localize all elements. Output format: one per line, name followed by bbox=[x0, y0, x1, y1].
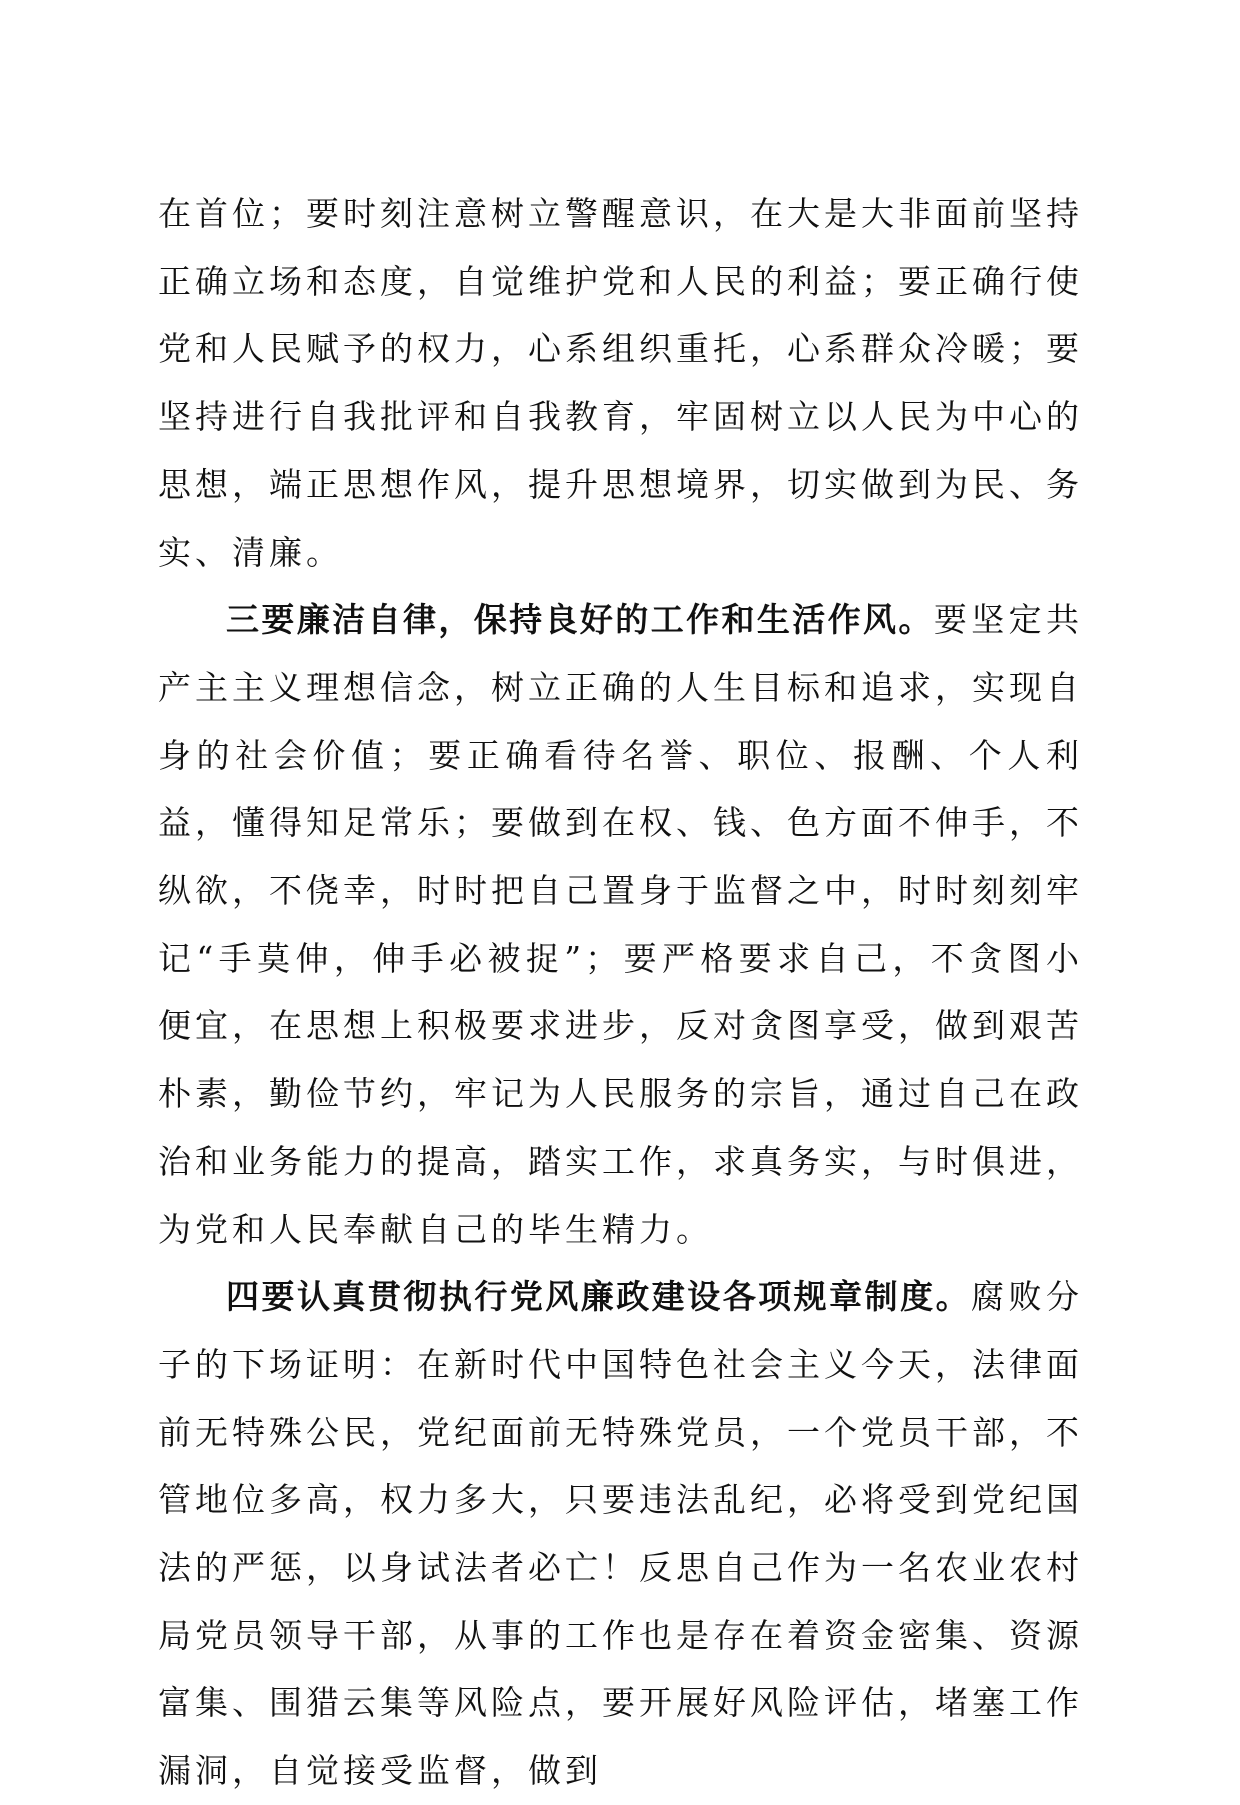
document-body bbox=[158, 180, 1083, 1805]
paragraph-point-four bbox=[158, 1263, 1083, 1805]
paragraph-text: 腐败分子的下场证明：在新时代中国特色社会主义今天，法律面前无特殊公民，党纪面前无特殊党员，一个党员干部，不管地位多高，权力多大，只要违法乱纪，必将受到党纪国法的严惩，以身试法者必亡！反思自己作为一名农业农村局党员领导干部，从事的工作也是存在着资金密集、资源富集、围猎云集等风险点，要开展好风险评估，堵塞工作漏洞，自觉接受监督，做到 bbox=[158, 1277, 1084, 1791]
paragraph-text: 要坚定共产主主义理想信念，树立正确的人生目标和追求，实现自身的社会价值；要正确看待名誉、职位、报酬、个人利益，懂得知足常乐；要做到在权、钱、色方面不伸手，不纵欲，不侥幸，时时把自己置身于监督之中，时时刻刻牢记“手莫伸，伸手必被捉”；要严格要求自己，不贪图小便宜，在思想上积极要求进步，反对贪图享受，做到艰苦朴素，勤俭节约，牢记为人民服务的宗旨，通过自己在政治和业务能力的提高，踏实工作，求真务实，与时俱进，为党和人民奉献自己的毕生精力。 bbox=[158, 600, 1084, 1249]
paragraph-text: 在首位；要时刻注意树立警醒意识，在大是大非面前坚持正确立场和态度，自觉维护党和人民的利益；要正确行使党和人民赋予的权力，心系组织重托，心系群众冷暖；要坚持进行自我批评和自我教育，牢固树立以人民为中心的思想，端正思想作风，提升思想境界，切实做到为民、务实、清廉。 bbox=[158, 194, 1083, 572]
paragraph-point-three bbox=[158, 586, 1083, 1263]
paragraph-heading: 三要廉洁自律，保持良好的工作和生活作风。 bbox=[226, 600, 934, 640]
paragraph-heading: 四要认真贯彻执行党风廉政建设各项规章制度。 bbox=[226, 1277, 972, 1317]
paragraph-continuation bbox=[158, 180, 1083, 586]
